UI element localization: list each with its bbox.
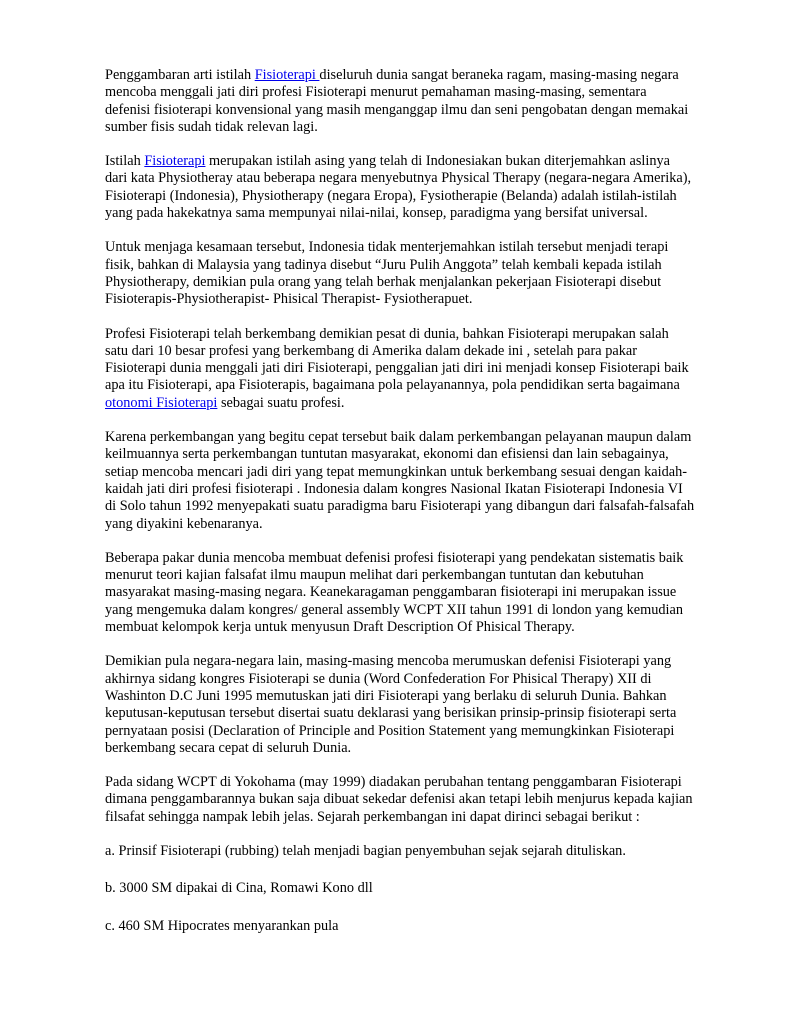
- paragraph-2-text-start: Istilah: [105, 153, 145, 170]
- paragraph-2: [105, 153, 695, 222]
- list-item-a: a. Prinsif Fisioterapi (rubbing) telah menjadi bagian penyembuhan sejak sejarah dituliskan.: [105, 842, 626, 859]
- list-item-b: b. 3000 SM dipakai di Cina, Romawi Kono dll: [105, 880, 373, 897]
- paragraph-3: Untuk menjaga kesamaan tersebut, Indonesia tidak menterjemahkan istilah tersebut menjadi terapi fisik, bahkan di Malaysia yang tadinya disebut “Juru Pulih Anggota” telah kembali kepada istilah Physiotherapy, demikian pula orang yang telah berhak menjalankan pekerjaan Fisioterapi disebut Fisioterapis-Physiotherapist- Phisical Therapist- Fysiotherapuet.: [105, 239, 669, 308]
- paragraph-8: Pada sidang WCPT di Yokohama (may 1999) diadakan perubahan tentang penggambaran Fisioterapi dimana penggambarannya bukan saja dibuat sekedar defenisi akan tetapi lebih menjurus kepada kajian filsafat sehingga nampak lebih jelas. Sejarah perkembangan ini dapat dirinci sebagai berikut :: [105, 774, 693, 825]
- paragraph-1: [105, 67, 695, 136]
- paragraph-6: Beberapa pakar dunia mencoba membuat defenisi profesi fisioterapi yang pendekatan sistematis baik menurut teori kajian falsafat ilmu maupun melihat dari perkembangan tuntutan dan kebutuhan masyarakat masing-masing negara. Keanekaragaman penggambaran fisioterapi ini merupakan issue yang mengemuka dalam kongres/ general assembly WCPT XII tahun 1991 di london yang kemudian membuat kelompok kerja untuk menyusun Draft Description Of Phisical Therapy.: [105, 549, 684, 636]
- paragraph-1-text-end: diseluruh dunia sangat beraneka ragam, masing-masing negara mencoba menggali jati diri profesi Fisioterapi menurut pemahaman masing-masing, sementara defenisi fisioterapi konvensional yang masih menganggap ilmu dan seni pengobatan dengan memakai sumber fisis sudah tidak relevan lagi.: [105, 67, 689, 135]
- document-page: [105, 67, 695, 955]
- fisioterapi-link[interactable]: Fisioterapi: [254, 67, 320, 83]
- list-item-c: c. 460 SM Hipocrates menyarankan pula: [105, 917, 339, 934]
- paragraph-4: [105, 326, 695, 412]
- fisioterapi-link-2[interactable]: Fisioterapi: [144, 153, 206, 170]
- otonomi-fisioterapi-link[interactable]: otonomi Fisioterapi: [105, 394, 218, 411]
- paragraph-2-text-end: merupakan istilah asing yang telah di Indonesiakan bukan diterjemahkan aslinya dari kata Physiotheray atau beberapa negara menyebutnya Physical Therapy (negara-negara Amerika), Fisioterapi (Indonesia), Physiotherapy (negara Eropa), Fysiotherapie (Belanda) adalah istilah-istilah yang pada hakekatnya sama mempunyai nilai-nilai, konsep, paradigma yang bersifat universal.: [105, 153, 692, 222]
- paragraph-4-text-end: sebagai suatu profesi.: [217, 394, 345, 411]
- paragraph-1-text-start: Penggambaran arti istilah: [105, 67, 255, 83]
- paragraph-4-text-start: Profesi Fisioterapi telah berkembang demikian pesat di dunia, bahkan Fisioterapi merupakan salah satu dari 10 besar profesi yang berkembang di Amerika dalam dekade ini , setelah para pakar Fisioterapi dunia menggali jati diri Fisioterapi, penggalian jati diri ini menjadi konsep Fisioterapi baik apa itu Fisioterapi, apa Fisioterapis, bagaimana pola pelayanannya, pola pendidikan serta bagaimana: [105, 325, 689, 394]
- paragraph-5: Karena perkembangan yang begitu cepat tersebut baik dalam perkembangan pelayanan maupun dalam keilmuannya serta perkembangan tuntutan masyarakat, ekonomi dan efisiensi dan lain sebagainya, setiap mencoba mencari jadi diri yang tepat memungkinkan untuk berkembang sesuai dengan kaidah-kaidah jati diri profesi fisioterapi . Indonesia dalam kongres Nasional Ikatan Fisioterapi Indonesia VI di Solo tahun 1992 menyepakati suatu paradigma baru Fisioterapi yang dibangun dari falsafah-falsafah yang diyakini kebenaranya.: [105, 429, 695, 532]
- paragraph-7: Demikian pula negara-negara lain, masing-masing mencoba merumuskan defenisi Fisioterapi yang akhirnya sidang kongres Fisioterapi se dunia (Word Confederation For Phisical Therapy) XII di Washinton D.C Juni 1995 memutuskan jati diri Fisioterapi yang berlaku di seluruh Dunia. Bahkan keputusan-keputusan tersebut disertai suatu deklarasi yang berisikan prinsip-prinsip fisioterapi serta pernyataan posisi (Declaration of Principle and Position Statement yang memungkinkan Fisioterapi berkembang secara cepat di seluruh Dunia.: [105, 653, 677, 756]
